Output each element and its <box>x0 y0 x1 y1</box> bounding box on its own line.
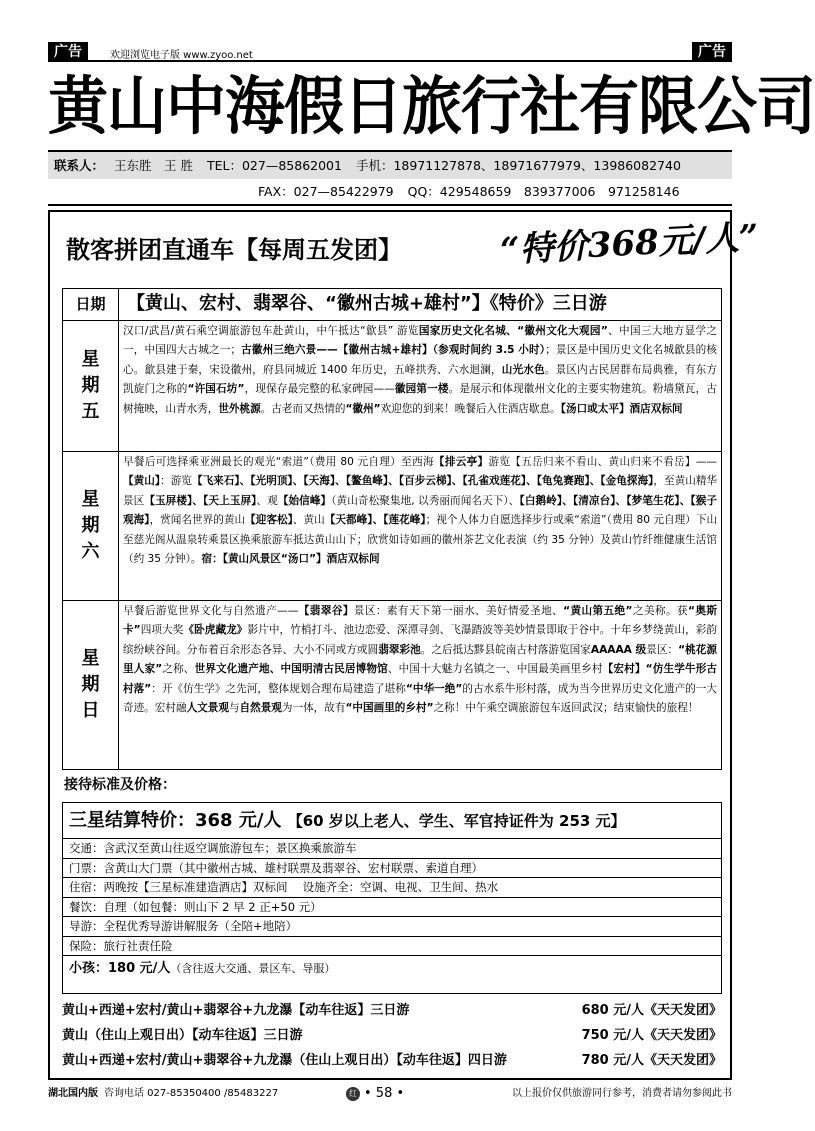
child-price-label: 小孩：180 元/人 <box>69 961 171 976</box>
standard-row: 住宿：两晚按【三星标准建造酒店】双标间 设施齐全：空调、电视、卫生间、热水 <box>63 878 721 898</box>
highlight-text: AAAAA 级 <box>590 643 647 656</box>
description-text: 影片中，竹梢打斗、池边恋爱、深潭寻剑、飞瀑踏波等美妙情景即取于谷中。十年乡梦绕黄山，彩韵缤纷峡谷间。分布着百余形态各异、大小不同或方或圆 <box>123 624 718 656</box>
highlight-text: 国家历史文化名城、“徽州文化大观园” <box>418 325 608 337</box>
highlight-text: 【汤口或太平】酒店双标间 <box>560 402 683 415</box>
highlight-text: 徽园第一楼 <box>394 383 449 396</box>
description-text: ：游览 <box>160 475 192 488</box>
highlight-text: “桃花源里人家” <box>123 643 718 676</box>
day-char: 星 <box>81 648 100 669</box>
highlight-text: “黄山第五绝” <box>563 605 633 617</box>
company-name: 黄山中海假日旅行社有限公司 <box>48 70 815 144</box>
itinerary-table <box>62 288 722 770</box>
description-text: ，至黄山精华景区 <box>123 475 718 507</box>
highlight-text: 山光水色 <box>501 363 545 376</box>
highlight-text: 【白鹅岭】、【清凉台】、【梦笔生花】、【猴子观海】 <box>123 494 718 527</box>
contact-label: 联系人： <box>54 158 105 173</box>
special-price: “特价368元/人” <box>499 217 760 271</box>
route-name: 黄山+西递+宏村/黄山+翡翠谷+九龙瀑（住山上观日出）【动车往返】四日游 <box>62 1053 507 1068</box>
highlight-text: 【始信峰】 <box>277 494 332 507</box>
highlight-text: 【玉屏楼】、【天上玉屏】 <box>144 494 257 507</box>
highlight-text: 自然景观 <box>239 702 282 715</box>
child-price <box>63 956 721 982</box>
contact-row-1 <box>48 152 732 179</box>
route-title: 【黄山、宏村、翡翠谷、“徽州古城+雄村”】《特价》三日游 <box>119 289 722 321</box>
highlight-text: 【排云亭】 <box>433 456 489 468</box>
highlight-text: “许国石坊” <box>187 383 245 396</box>
day-row <box>63 452 722 601</box>
footer-phone: 咨询电话 027-85350400 /85483227 <box>104 1088 279 1099</box>
other-routes <box>62 998 722 1073</box>
description-text: 早餐后游览世界文化与自然遗产—— <box>123 605 299 617</box>
main-price-note: 【60 岁以上老人、学生、军官持证件为 253 元】 <box>287 812 626 830</box>
website-url: 欢迎浏览电子版 www.zyoo.net <box>110 50 253 61</box>
highlight-text: 《卧虎藏龙》 <box>183 624 248 637</box>
description-text: ：开《仿生学》之先河，整体规划合理布局建造了堪称 <box>151 682 406 695</box>
route-name: 黄山+西递+宏村/黄山+翡翠谷+九龙瀑【动车往返】三日游 <box>62 1003 410 1018</box>
ad-tag-right: 广告 <box>692 42 732 62</box>
day-char: 期 <box>81 375 100 396</box>
standard-row: 餐饮：自理（如包餐：则山下 2 早 2 正+50 元） <box>63 898 721 918</box>
description-text: ；视个人体力自愿选择步行或乘“索道”（费用 80 元自理）下山至慈光阁从温泉转乘景区换乘旅游车抵达黄山山下；欣赏如诗如画的徽州茶艺文化表演（约 35 分钟）及黄山竹纤维健康生活馆（约 35 分钟）。 <box>123 514 718 566</box>
day-char: 日 <box>81 700 100 721</box>
highlight-text: 古徽州三绝六景——【徽州古城+雄村】 <box>241 344 433 357</box>
day-name <box>63 601 119 770</box>
description-text: 之美称。获 <box>632 605 689 617</box>
highlight-text: 宿：【黄山风景区“汤口”】酒店双标间 <box>201 553 380 566</box>
highlight-text: 【天都峰】、【莲花峰】 <box>324 514 426 527</box>
description-text: 。古老而又热情的 <box>260 402 346 415</box>
day-description <box>119 321 722 452</box>
highlight-text: “奥斯卡” <box>123 605 718 637</box>
day-char: 期 <box>81 674 100 695</box>
footer-disclaimer: 以上报价仅供旅游同行参考，消费者请勿参阅此书 <box>512 1088 732 1099</box>
highlight-text: 【飞来石】、【光明顶】、【天海】、【鳌鱼峰】、【百步云梯】、【孔雀戏莲花】、【龟兔赛跑】、【金龟探海】 <box>191 475 654 488</box>
main-price-label: 三星结算特价：368 元/人 <box>69 810 282 831</box>
day-name <box>63 321 119 452</box>
highlight-text: 世外桃源 <box>218 402 261 415</box>
route-price: 750 元/人《天天发团》 <box>581 1028 722 1043</box>
highlight-text: 翡翠彩池 <box>378 643 421 656</box>
child-price-note: （含往返大交通、景区车、导服） <box>170 962 336 975</box>
description-text: （黄山奇松聚集地, 以秀丽而闻名天下）、 <box>331 494 520 507</box>
contact-block <box>48 150 732 206</box>
main-price <box>63 803 721 839</box>
day-char: 星 <box>81 349 100 370</box>
route-line <box>62 998 722 1023</box>
description-text: 的古水系牛形村落，成为当今世界历史文化遗产的一大奇迹。宏村融 <box>123 682 718 715</box>
day-description <box>119 452 722 601</box>
description-text: 景区： <box>646 643 679 656</box>
description-text: 。景区内古民居群布局典雅，有东方凯旋门之称的 <box>123 363 718 396</box>
day-char: 六 <box>81 541 100 562</box>
description-text: 、黄山 <box>292 514 325 527</box>
description-text: 欢迎您的到来！晚餐后入住酒店歇息。 <box>380 402 561 415</box>
day-char: 五 <box>81 401 100 422</box>
contact-qq: QQ：429548659 839377006 971258146 <box>407 184 680 199</box>
footer <box>48 1084 732 1104</box>
standard-row: 交通：含武汉至黄山往返空调旅游包车；景区换乘旅游车 <box>63 839 721 859</box>
highlight-text: 【黄山】 <box>123 475 161 488</box>
day-char: 星 <box>81 489 100 510</box>
route-price: 780 元/人《天天发团》 <box>581 1053 722 1068</box>
highlight-text: “中华一绝” <box>405 682 463 695</box>
route-line <box>62 1048 722 1073</box>
highlight-text: （参观时间约 3.5 小时） <box>432 344 546 357</box>
highlight-text: 【宏村】“仿生学牛形古村落” <box>123 663 718 695</box>
day-description <box>119 601 722 770</box>
page-number-text: • 58 • <box>364 1086 405 1101</box>
highlight-text: “中国画里的乡村” <box>345 702 434 715</box>
description-text: 早餐后可选择乘亚洲最长的观光“索道”（费用 80 元自理）至西海 <box>123 456 434 468</box>
route-price: 680 元/人《天天发团》 <box>581 1003 722 1018</box>
route-name: 黄山（住山上观日出）【动车往返】三日游 <box>62 1028 303 1043</box>
description-text: 、观 <box>256 494 278 507</box>
description-text: 。之后抵达黟县皖南古村落游览国家 <box>420 643 591 656</box>
description-text: 四项大奖 <box>140 624 184 637</box>
description-text: ；景区是中国历史文化名城歙县的核心。歙县建于秦，宋设徽州，府县同城近 1400 年历史，五峰拱秀、六水迴澜， <box>123 344 717 376</box>
contact-row-2 <box>48 179 732 204</box>
contact-tel: TEL：027—85862001 <box>206 158 342 173</box>
description-text: 为一体，故有 <box>281 702 346 715</box>
price-box <box>62 802 722 994</box>
highlight-text: 世界文化遗产地、中国明清古民居博物馆 <box>194 663 388 676</box>
top-bar <box>48 42 732 62</box>
description-text: 、中国三大地方显学之一，中国四大古城之一； <box>123 325 718 357</box>
standards-title: 接待标准及价格： <box>64 777 176 793</box>
highlight-text: 【翡翠谷】 <box>298 605 354 617</box>
description-text: ，现保存最完整的私家碑园—— <box>244 383 395 396</box>
highlight-text: “徽州” <box>345 402 381 415</box>
description-text: 之称！中午乘空调旅游包车返回武汉；结束愉快的旅程！ <box>433 702 699 715</box>
ad-tag-left: 广告 <box>48 42 88 62</box>
day-header: 日期 <box>63 289 119 321</box>
itinerary-header-row <box>63 289 722 321</box>
highlight-text: 【迎客松】 <box>245 514 293 527</box>
day-row <box>63 321 722 452</box>
route-line <box>62 1023 722 1048</box>
day-char: 期 <box>81 515 100 536</box>
footer-left <box>48 1084 278 1104</box>
description-text: 之称、 <box>162 663 195 676</box>
day-row <box>63 601 722 770</box>
main-panel <box>48 210 760 1080</box>
highlight-text: 人文景观 <box>186 702 229 715</box>
headline: 散客拼团直通车【每周五发团】 <box>66 236 402 264</box>
description-text: 游览【五岳归来不看山、黄山归来不看岳】—— <box>488 456 718 468</box>
edition-label: 湖北国内版 <box>48 1088 98 1099</box>
description-text: ，赏闻名世界的黄山 <box>149 514 246 527</box>
day-name <box>63 452 119 601</box>
page-number <box>346 1084 404 1104</box>
contact-mobile: 手机：18971127878、18971677979、13986082740 <box>355 158 681 173</box>
description-text: 、中国十大魅力名镇之一、中国最美画里乡村 <box>387 663 603 676</box>
description-text: 汉口/武昌/黄石乘空调旅游包车赴黄山，中午抵达“歙县” 游览 <box>123 325 419 337</box>
contact-names: 王东胜 王 胜 <box>114 158 193 173</box>
edition-badge-icon: 红 <box>346 1087 360 1101</box>
contact-fax: FAX：027—85422979 <box>258 184 394 199</box>
description-text: 。是展示和体现徽州文化的主要实物建筑。粉墙黛瓦，古树掩映，山青水秀， <box>123 383 718 415</box>
description-text: 与 <box>228 702 240 715</box>
standard-row: 保险：旅行社责任险 <box>63 937 721 957</box>
standard-row: 导游：全程优秀导游讲解服务（全陪+地陪） <box>63 917 721 937</box>
description-text: 景区：素有天下第一丽水、美好情爱圣地、 <box>353 605 564 617</box>
standard-row: 门票：含黄山大门票（其中徽州古城、雄村联票及翡翠谷、宏村联票、索道自理） <box>63 859 721 879</box>
